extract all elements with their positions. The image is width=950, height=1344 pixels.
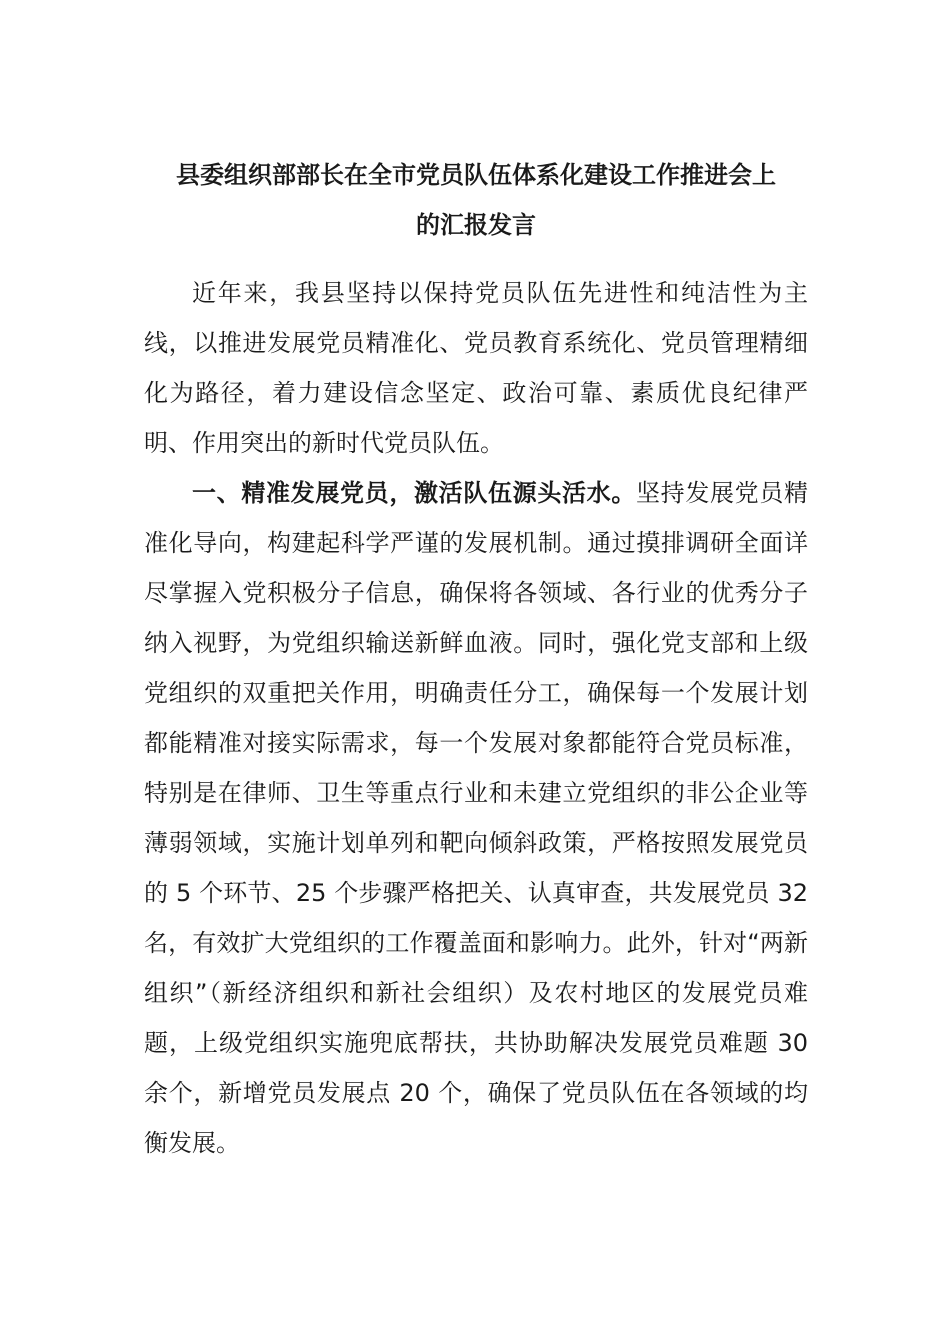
intro-paragraph: 近年来，我县坚持以保持党员队伍先进性和纯洁性为主线，以推进发展党员精准化、党员教育系统化、党员管理精细化为路径，着力建设信念坚定、政治可靠、素质优良纪律严明、作用突出的新时代党员队伍。 [144, 279, 808, 457]
document-title [144, 150, 808, 250]
section-1-body: 坚持发展党员精准化导向，构建起科学严谨的发展机制。通过摸排调研全面详尽掌握入党积极分子信息，确保将各领域、各行业的优秀分子纳入视野，为党组织输送新鲜血液。同时，强化党支部和上级党组织的双重把关作用，明确责任分工，确保每一个发展计划都能精准对接实际需求，每一个发展对象都能符合党员标准，特别是在律师、卫生等重点行业和未建立党组织的非公企业等薄弱领域，实施计划单列和靶向倾斜政策，严格按照发展党员的 5 个环节、25 个步骤严格把关、认真审查，共发展党员 32 名，有效扩大党组织的工作覆盖面和影响力。此外，针对“两新组织”（新经济组织和新社会组织）及农村地区的发展党员难题，上级党组织实施兜底帮扶，共协助解决发展党员难题 30 余个，新增党员发展点 20 个，确保了党员队伍在各领域的均衡发展。 [144, 479, 808, 1157]
section-1-heading: 一、精准发展党员，激活队伍源头活水。 [192, 479, 636, 507]
title-line-2: 的汇报发言 [416, 211, 536, 239]
section-1-paragraph [144, 468, 808, 1168]
title-line-1: 县委组织部部长在全市党员队伍体系化建设工作推进会上 [176, 161, 776, 189]
document-page [144, 150, 808, 1168]
